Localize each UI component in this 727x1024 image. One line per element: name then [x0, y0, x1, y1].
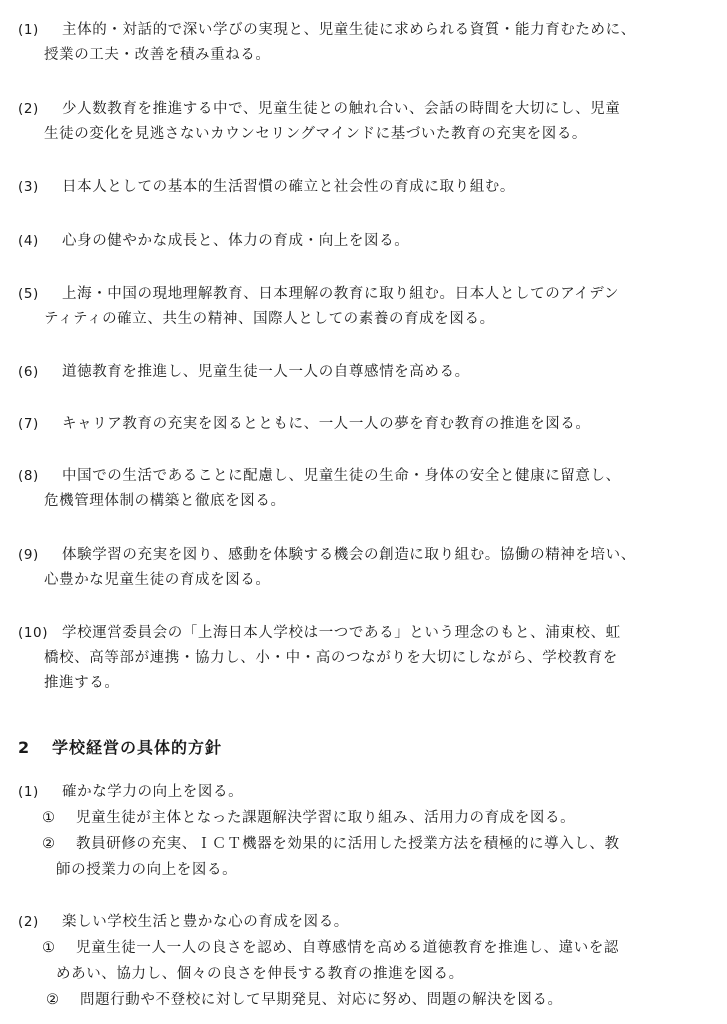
item-text: 主体的・対話的で深い学びの実現と、児童生徒に求められる資質・能力育むために、 — [62, 22, 636, 38]
circled-number: ② — [46, 992, 60, 1008]
sub-item-text-continued: 師の授業力の向上を図る。 — [56, 862, 238, 878]
item-text: 心身の健やかな成長と、体力の育成・向上を図る。 — [62, 233, 410, 249]
item-text: 体験学習の充実を図り、感動を体験する機会の創造に取り組む。協働の精神を培い、 — [62, 547, 636, 563]
item-text: 学校運営委員会の「上海日本人学校は一つである」という理念のもと、浦東校、虹 — [62, 625, 621, 641]
item-text-continued: 推進する。 — [44, 675, 120, 691]
item-number: (10) — [18, 625, 49, 641]
item-number: (2) — [18, 101, 39, 117]
item-text: 中国での生活であることに配慮し、児童生徒の生命・身体の安全と健康に留意し、 — [62, 468, 621, 484]
item-text: キャリア教育の充実を図るとともに、一人一人の夢を育む教育の推進を図る。 — [62, 416, 591, 432]
item-number: (7) — [18, 416, 39, 432]
item-text: 道徳教育を推進し、児童生徒一人一人の自尊感情を高める。 — [62, 364, 470, 380]
item-text: 上海・中国の現地理解教育、日本理解の教育に取り組む。日本人としてのアイデン — [62, 286, 620, 302]
item-text: 少人数教育を推進する中で、児童生徒との触れ合い、会話の時間を大切にし、児童 — [62, 101, 621, 117]
circled-number: ② — [42, 836, 56, 852]
item-number: (4) — [18, 233, 39, 249]
item-number: (8) — [18, 468, 39, 484]
section-number: 2 — [18, 738, 31, 757]
item-number: (5) — [18, 286, 39, 302]
item-text-continued: ティティの確立、共生の精神、国際人としての素養の育成を図る。 — [44, 311, 495, 327]
item-number: (9) — [18, 547, 39, 563]
subsection-title: 楽しい学校生活と豊かな心の育成を図る。 — [62, 914, 349, 930]
item-text-continued: 危機管理体制の構築と徹底を図る。 — [44, 493, 286, 509]
section-heading — [18, 735, 222, 758]
item-text-continued: 生徒の変化を見逃さないカウンセリングマインドに基づいた教育の充実を図る。 — [44, 126, 588, 142]
item-text-continued: 授業の工夫・改善を積み重ねる。 — [44, 47, 271, 63]
circled-number: ① — [42, 940, 56, 956]
subsection-number: (1) — [18, 784, 39, 800]
subsection-title: 確かな学力の向上を図る。 — [62, 784, 244, 800]
sub-item-text: 問題行動や不登校に対して早期発見、対応に努め、問題の解決を図る。 — [80, 992, 563, 1008]
circled-number: ① — [42, 810, 56, 826]
sub-item-text: 教員研修の充実、ＩＣＴ機器を効果的に活用した授業方法を積極的に導入し、教 — [76, 836, 620, 852]
item-number: (3) — [18, 179, 39, 195]
item-number: (6) — [18, 364, 39, 380]
item-number: (1) — [18, 22, 39, 38]
sub-item-text: 児童生徒が主体となった課題解決学習に取り組み、活用力の育成を図る。 — [76, 810, 576, 826]
item-text-continued: 心豊かな児童生徒の育成を図る。 — [44, 572, 271, 588]
item-text-continued: 橋校、高等部が連携・協力し、小・中・高のつながりを大切にしながら、学校教育を — [44, 650, 618, 666]
sub-item-text: 児童生徒一人一人の良さを認め、自尊感情を高める道徳教育を推進し、違いを認 — [76, 940, 620, 956]
subsection-number: (2) — [18, 914, 39, 930]
sub-item-text-continued: めあい、協力し、個々の良さを伸長する教育の推進を図る。 — [56, 966, 464, 982]
section-title: 学校経営の具体的方針 — [52, 738, 223, 757]
item-text: 日本人としての基本的生活習慣の確立と社会性の育成に取り組む。 — [62, 179, 515, 195]
